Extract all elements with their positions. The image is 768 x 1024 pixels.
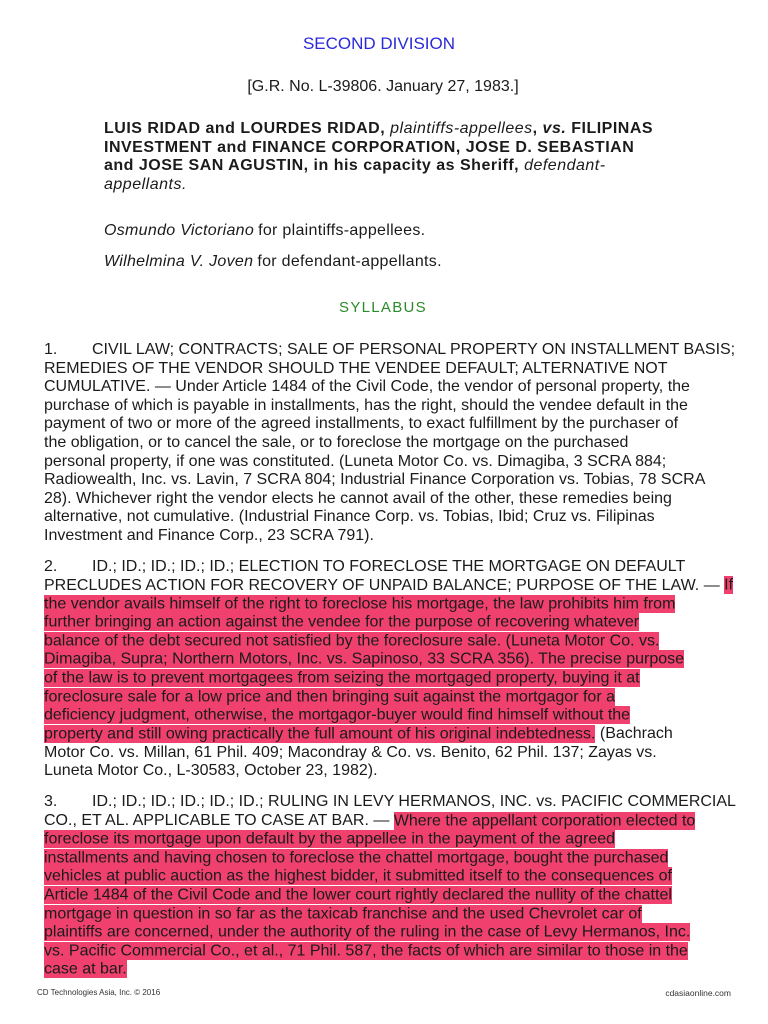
line-text: purchase of which is payable in installments, has the right, should the vendee default in the xyxy=(44,396,688,414)
syllabus-item-number: 2. xyxy=(44,557,58,575)
syllabus-line xyxy=(44,924,756,943)
counsel-role: for defendant-appellants. xyxy=(257,253,442,270)
highlighted-text: vehicles at public auction as the highest bidder, it submitted itself to the consequences of xyxy=(44,867,672,885)
highlighted-text: the vendor avails himself of the right to foreclose his mortgage, the law prohibits him from xyxy=(44,595,676,613)
syllabus-line xyxy=(44,527,756,546)
line-text: the obligation, or to cancel the sale, or to foreclose the mortgage on the purchased xyxy=(44,433,629,451)
syllabus-heading: SYLLABUS xyxy=(339,299,427,316)
syllabus-line xyxy=(44,725,756,744)
syllabus-line xyxy=(44,632,756,651)
parties-line xyxy=(104,157,704,176)
syllabus-line xyxy=(44,744,756,763)
syllabus-item-number: 1. xyxy=(44,341,58,358)
counsel-name: Osmundo Victoriano xyxy=(104,222,255,239)
syllabus-line xyxy=(44,453,756,472)
highlighted-text: foreclosure sale for a low price and then bringing suit against the mortgagor for a xyxy=(44,688,615,706)
syllabus-item xyxy=(44,341,756,546)
parties-line xyxy=(104,120,704,139)
party-names: FILIPINAS xyxy=(566,120,654,137)
highlighted-text: plaintiffs are concerned, under the authority of the ruling in the case of Levy Hermanos, Inc. xyxy=(44,923,691,941)
syllabus-line xyxy=(44,360,756,379)
syllabus-line xyxy=(44,471,756,490)
syllabus-line xyxy=(44,651,756,670)
highlighted-text: foreclose its mortgage upon default by the appellee in the payment of the agreed xyxy=(44,830,616,848)
syllabus-line xyxy=(44,669,756,688)
parties-block xyxy=(104,120,704,194)
syllabus-item xyxy=(44,558,756,781)
highlighted-text: If xyxy=(724,576,734,594)
syllabus-line xyxy=(44,812,756,831)
syllabus-line xyxy=(44,886,756,905)
syllabus-line xyxy=(44,688,756,707)
party-role: plaintiffs-appellees xyxy=(390,120,533,137)
syllabus-item xyxy=(44,793,756,979)
line-text: ID.; ID.; ID.; ID.; ID.; ID.; RULING IN LEVY HERMANOS, INC. vs. PACIFIC COMMERCIAL xyxy=(92,793,736,811)
syllabus-line xyxy=(44,341,756,360)
highlighted-text: deficiency judgment, otherwise, the mortgagor-buyer would find himself without the xyxy=(44,706,631,724)
footer-website: cdasiaonline.com xyxy=(665,988,731,998)
syllabus-line xyxy=(44,762,756,781)
line-text: PRECLUDES ACTION FOR RECOVERY OF UNPAID BALANCE; PURPOSE OF THE LAW. — xyxy=(44,576,725,594)
syllabus-line xyxy=(44,831,756,850)
syllabus-line xyxy=(44,558,756,577)
syllabus-line xyxy=(44,508,756,527)
case-number: [G.R. No. L-39806. January 27, 1983.] xyxy=(247,78,519,95)
highlighted-text: of the law is to prevent mortgagees from seizing the mortgaged property, buying it at xyxy=(44,669,640,687)
syllabus-line xyxy=(44,707,756,726)
line-text: 28). Whichever right the vendor elects he cannot avail of the other, these remedies being xyxy=(44,489,672,507)
syllabus-line xyxy=(44,415,756,434)
highlighted-text: Dimagiba, Supra; Northern Motors, Inc. vs. Sapinoso, 33 SCRA 356). The precise purpose xyxy=(44,650,685,668)
counsel-plaintiffs xyxy=(104,222,425,241)
line-text: REMEDIES OF THE VENDOR SHOULD THE VENDEE DEFAULT; ALTERNATIVE NOT xyxy=(44,359,668,377)
highlighted-text: case at bar. xyxy=(44,960,127,978)
line-text: (Bachrach xyxy=(595,725,673,743)
line-text: Luneta Motor Co., L-30583, October 23, 1982). xyxy=(44,762,378,780)
syllabus-item-number: 3. xyxy=(44,793,58,811)
division-heading: SECOND DIVISION xyxy=(302,34,456,53)
syllabus-line xyxy=(44,793,756,812)
syllabus-line xyxy=(44,577,756,596)
line-text: Radiowealth, Inc. vs. Lavin, 7 SCRA 804; Industrial Finance Corporation vs. Tobias, 78 SCRA xyxy=(44,471,706,489)
syllabus-line xyxy=(44,397,756,416)
syllabus-line xyxy=(44,614,756,633)
line-text: Investment and Finance Corp., 23 SCRA 791). xyxy=(44,526,374,544)
highlighted-text: vs. Pacific Commercial Co., et al., 71 Phil. 587, the facts of which are similar to those in the xyxy=(44,942,688,960)
syllabus-line xyxy=(44,849,756,868)
syllabus-line xyxy=(44,378,756,397)
line-text: CUMULATIVE. — Under Article 1484 of the Civil Code, the vendor of personal property, the xyxy=(44,378,690,396)
line-text: payment of two or more of the agreed installments, to exact fulfillment by the purchaser of xyxy=(44,415,679,433)
highlighted-text: further bringing an action against the vendee for the purpose of recovering whatever xyxy=(44,613,640,631)
line-text: Motor Co. vs. Millan, 61 Phil. 409; Macondray & Co. vs. Benito, 62 Phil. 137; Zayas vs. xyxy=(44,743,657,761)
highlighted-text: Where the appellant corporation elected to xyxy=(393,812,696,830)
party-role: defendant- xyxy=(524,157,606,175)
syllabus-line xyxy=(44,961,756,980)
party-names: , xyxy=(532,120,543,137)
line-text: alternative, not cumulative. (Industrial Finance Corp. vs. Tobias, Ibid; Cruz vs. Filipinas xyxy=(44,508,655,526)
syllabus-list xyxy=(44,341,756,992)
line-text: personal property, if one was constituted. (Luneta Motor Co. vs. Dimagiba, 3 SCRA 884; xyxy=(44,452,667,470)
highlighted-text: installments and having chosen to foreclose the chattel mortgage, bought the purchased xyxy=(44,849,669,867)
counsel-name: Wilhelmina V. Joven xyxy=(104,253,254,270)
syllabus-line xyxy=(44,868,756,887)
counsel-role: for plaintiffs-appellees. xyxy=(258,222,426,239)
syllabus-line xyxy=(44,434,756,453)
line-text: CIVIL LAW; CONTRACTS; SALE OF PERSONAL PROPERTY ON INSTALLMENT BASIS; xyxy=(92,341,736,358)
highlighted-text: Article 1484 of the Civil Code and the lower court rightly declared the nullity of the chattel xyxy=(44,886,672,904)
footer-copyright: CD Technologies Asia, Inc. © 2016 xyxy=(37,988,161,997)
versus-label: vs. xyxy=(542,120,567,137)
syllabus-line xyxy=(44,595,756,614)
counsel-defendants xyxy=(104,253,442,272)
parties-line xyxy=(104,139,704,158)
highlighted-text: property and still owing practically the full amount of his original indebtedness. xyxy=(44,725,596,743)
syllabus-line xyxy=(44,490,756,509)
line-text: ID.; ID.; ID.; ID.; ID.; ELECTION TO FORECLOSE THE MORTGAGE ON DEFAULT xyxy=(92,557,686,575)
parties-line xyxy=(104,176,704,195)
highlighted-text: mortgage in question in so far as the taxicab franchise and the used Chevrolet car of xyxy=(44,905,642,922)
line-text: CO., ET AL. APPLICABLE TO CASE AT BAR. — xyxy=(44,812,394,830)
syllabus-line xyxy=(44,905,756,924)
party-names: and JOSE SAN AGUSTIN, in his capacity as Sheriff, xyxy=(104,157,525,175)
highlighted-text: balance of the debt secured not satisfied by the foreclosure sale. (Luneta Motor Co. vs. xyxy=(44,632,660,650)
party-names: INVESTMENT and FINANCE CORPORATION, JOSE D. SEBASTIAN xyxy=(104,138,635,156)
party-role: appellants. xyxy=(104,175,187,193)
party-names: LUIS RIDAD and LOURDES RIDAD, xyxy=(104,120,391,137)
syllabus-line xyxy=(44,942,756,961)
